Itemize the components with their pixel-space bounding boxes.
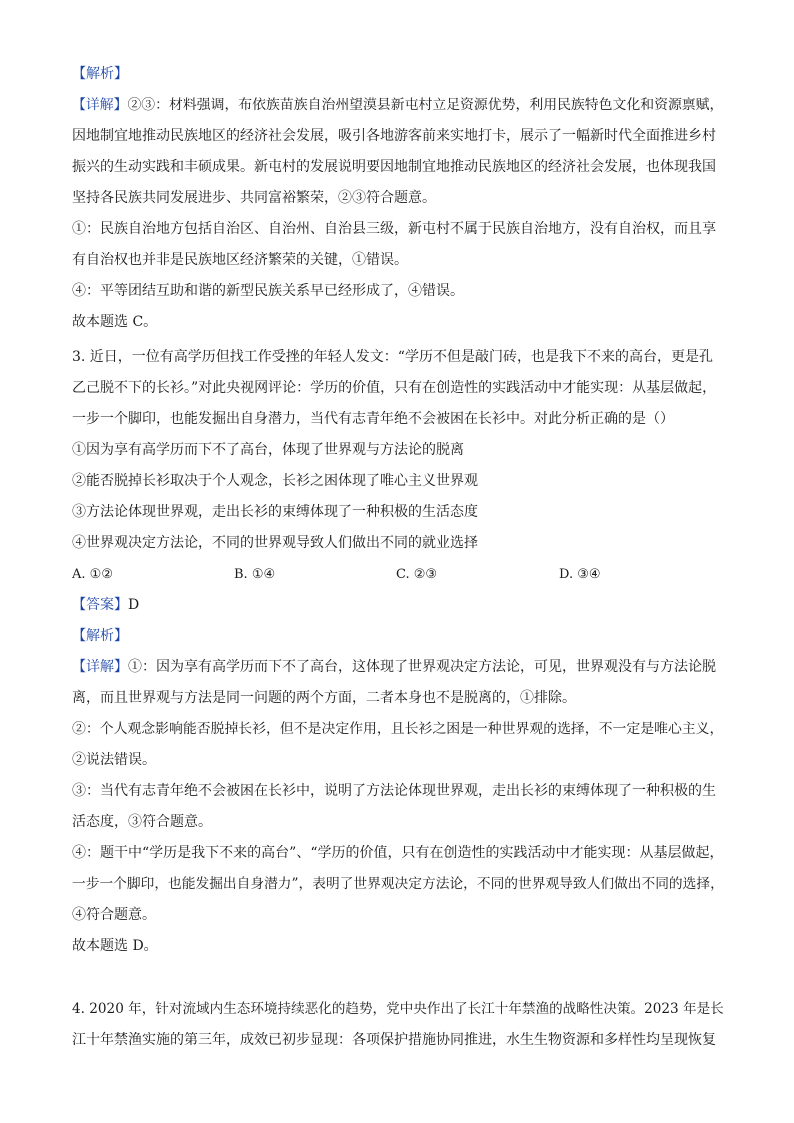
q3-point4-line-3: ④符合题意。 (72, 907, 156, 923)
detail-label: 【详解】 (72, 97, 128, 113)
analysis-label: 【解析】 (72, 66, 128, 82)
analysis-label: 【解析】 (72, 628, 128, 644)
q2-point1-line-1: ①：民族自治地方包括自治区、自治州、自治县三级，新屯村不属于民族自治地方，没有自治权，而且享 (72, 221, 716, 237)
answer-value: D (128, 597, 140, 613)
q3-point4-line-2: 一步一个脚印，也能发掘出自身潜力”，表明了世界观决定方法论，不同的世界观导致人们做出不同的选择， (72, 876, 724, 892)
option-c: C. ②③ (396, 567, 438, 582)
q3-answer (72, 590, 722, 621)
q2-conclusion: 故本题选 C。 (72, 314, 158, 330)
answer-label: 【答案】 (72, 597, 128, 613)
q2-detail-line-4: 坚持各民族共同发展进步、共同富裕繁荣，②③符合题意。 (72, 190, 436, 206)
q3-stem (72, 342, 722, 559)
q3-stem-line-3: 一步一个脚印，也能发掘出自身潜力，当代有志青年绝不会被困在长衫中。对此分析正确的是（） (72, 411, 674, 427)
q2-detail-line-3: 振兴的生动实践和丰硕成果。新屯村的发展说明要因地制宜地推动民族地区的经济社会发展，也体现我国 (72, 159, 716, 175)
q3-detail-line-1: 【详解】①：因为享有高学历而下不了高台，这体现了世界观决定方法论，可见，世界观没有与方法论脱 (72, 659, 716, 675)
q3-point2-line-1: ②：个人观念影响能否脱掉长衫，但不是决定作用，且长衫之困是一种世界观的选择，不一定是唯心主义， (72, 721, 724, 737)
q3-answer-section (72, 590, 722, 962)
q2-analysis-section (72, 59, 722, 338)
q2-detail-line-1: 【详解】②③：材料强调，布依族苗族自治州望漠县新屯村立足资源优势，利用民族特色文化和资源禀赋， (72, 97, 724, 113)
q2-point4: ④：平等团结互助和谐的新型民族关系早已经形成了，④错误。 (72, 283, 464, 299)
option-d: D. ③④ (559, 567, 601, 582)
q2-point1-line-2: 有自治权也并非是民族地区经济繁荣的关键，①错误。 (72, 252, 408, 268)
q3-statement-3: ③方法论体现世界观，走出长衫的束缚体现了一种积极的生活态度 (72, 504, 478, 520)
q4-stem-line-1: 4. 2020 年，针对流域内生态环境持续恶化的趋势，党中央作出了长江十年禁渔的战略性决策。2023 年是长 (72, 1001, 724, 1017)
q3-stem-line-2: 乙己脱不下的长衫。”对此央视网评论：学历的价值，只有在创造性的实践活动中才能实现：从基层做起， (72, 380, 717, 396)
q3-stem-line-1: 3. 近日，一位有高学历但找工作受挫的年轻人发文：“学历不但是敲门砖，也是我下不来的高台，更是孔 (72, 349, 713, 365)
q3-statement-4: ④世界观决定方法论，不同的世界观导致人们做出不同的就业选择 (72, 535, 478, 551)
q4-stem (72, 994, 722, 1056)
q3-detail-line-2: 离，而且世界观与方法是同一问题的两个方面，二者本身也不是脱离的，①排除。 (72, 690, 576, 706)
q3-statement-2: ②能否脱掉长衫取决于个人观念，长衫之困体现了唯心主义世界观 (72, 473, 478, 489)
q3-point3-line-2: 活态度，③符合题意。 (72, 814, 212, 830)
q3-statement-1: ①因为享有高学历而下不了高台，体现了世界观与方法论的脱离 (72, 442, 464, 458)
detail-label: 【详解】 (72, 659, 128, 675)
option-a: A. ①② (72, 567, 113, 582)
q3-conclusion: 故本题选 D。 (72, 938, 158, 954)
q4-stem-line-2: 江十年禁渔实施的第三年，成效已初步显现：各项保护措施协同推进，水生生物资源和多样性均呈现恢复 (72, 1032, 716, 1048)
q3-options (72, 559, 722, 590)
q3-point4-line-1: ④：题干中“学历是我下不来的高台”、“学历的价值，只有在创造性的实践活动中才能实现：从基层做起， (72, 845, 724, 861)
q3-point3-line-1: ③：当代有志青年绝不会被困在长衫中，说明了方法论体现世界观，走出长衫的束缚体现了一种积极的生 (72, 783, 716, 799)
option-b: B. ①④ (234, 567, 276, 582)
q2-detail-line-2: 因地制宜地推动民族地区的经济社会发展，吸引各地游客前来实地打卡，展示了一幅新时代全面推进乡村 (72, 128, 716, 144)
q3-point2-line-2: ②说法错误。 (72, 752, 156, 768)
